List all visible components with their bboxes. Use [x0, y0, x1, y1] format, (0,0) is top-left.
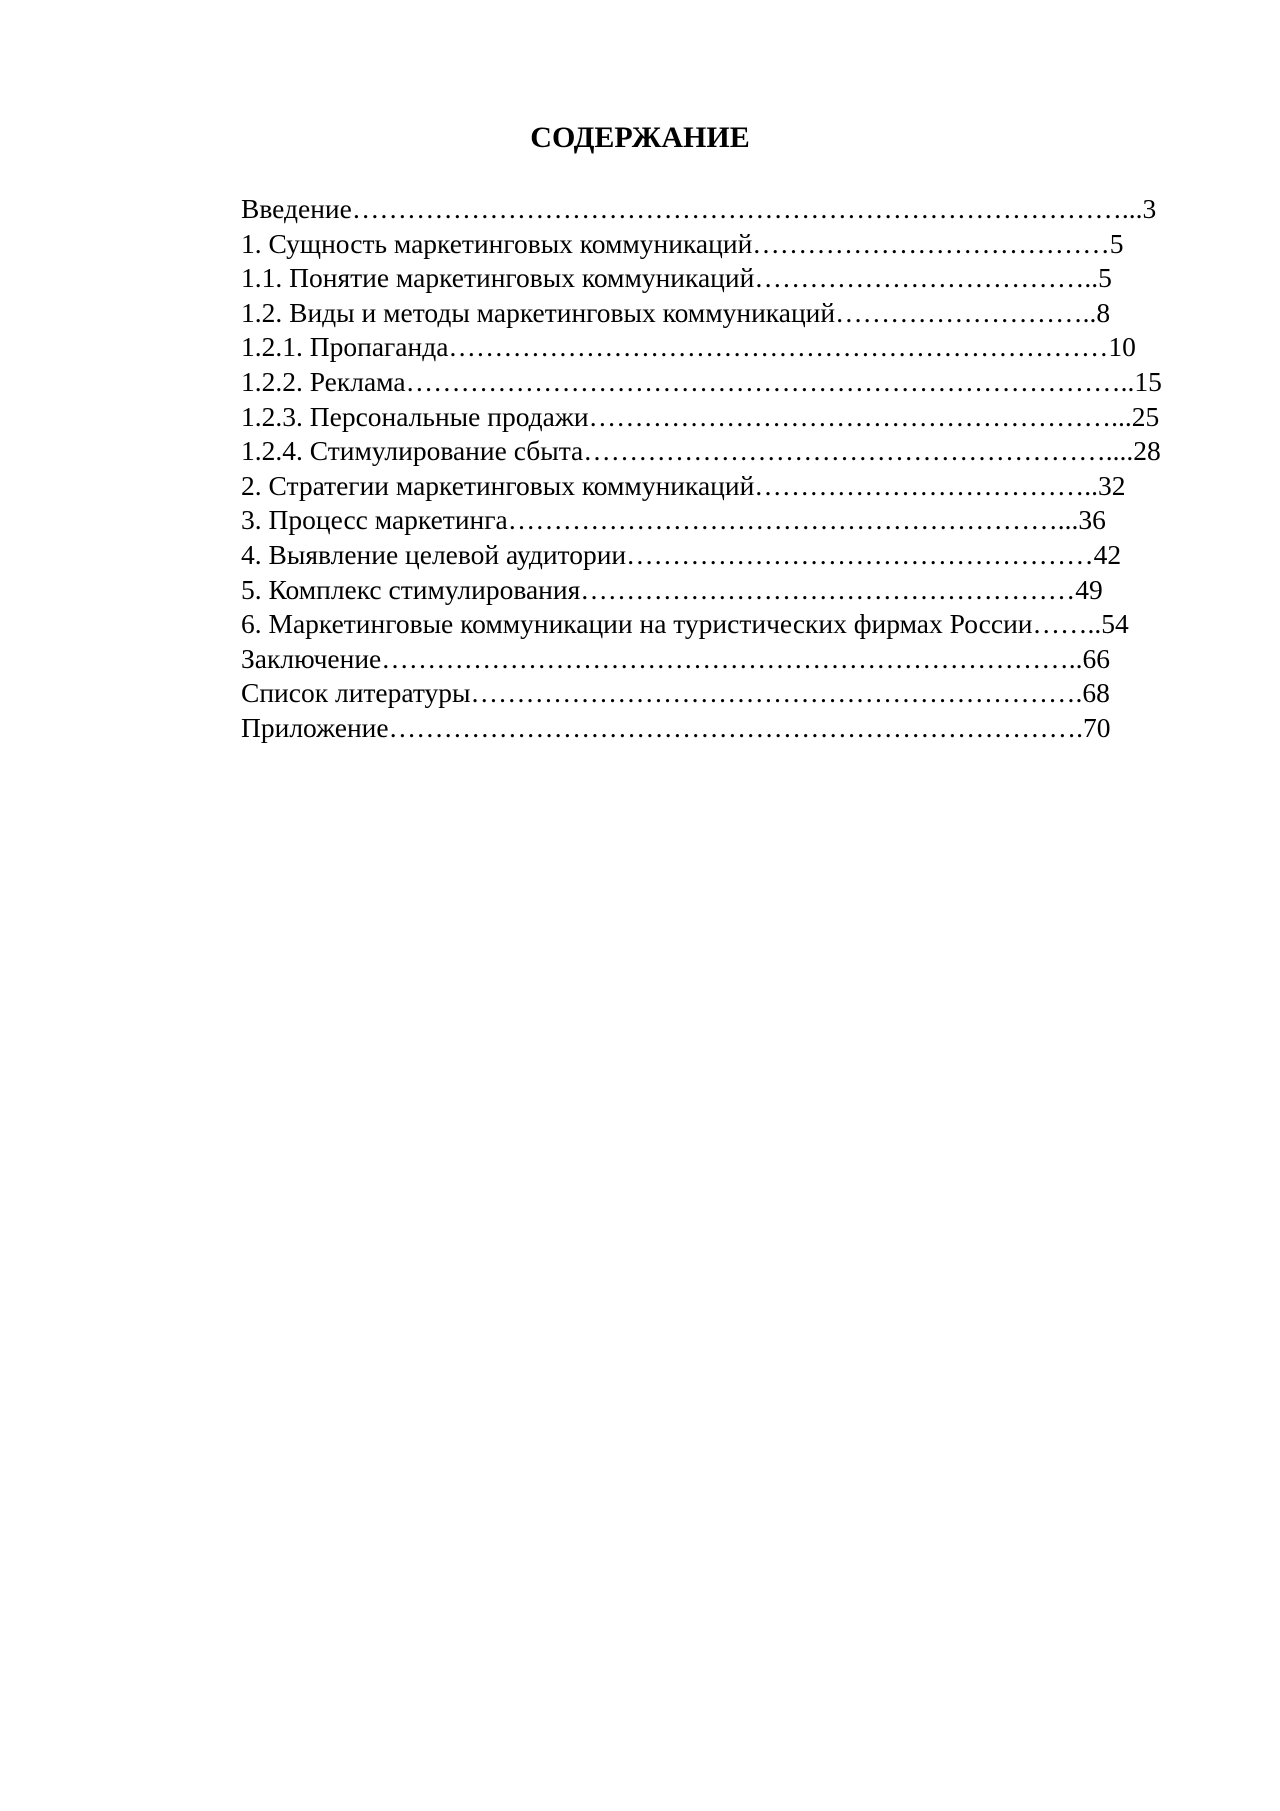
toc-entry: 1. Сущность маркетинговых коммуникаций…………………………………5: [241, 227, 1124, 259]
table-of-contents: [241, 192, 1223, 746]
toc-entry: Заключение…………………………………………………………………..66: [241, 642, 1110, 674]
toc-entry: Список литературы………………………………………………………….68: [241, 677, 1110, 709]
toc-entry: 1.2. Виды и методы маркетинговых коммуникаций………………………..8: [241, 296, 1111, 328]
toc-entry: 1.2.4. Стимулирование сбыта…………………………………………………....28: [241, 435, 1161, 467]
toc-entry: 1.2.1. Пропаганда………………………………………………………………10: [241, 331, 1136, 363]
toc-entry: 3. Процесс маркетинга……………………………………………………...36: [241, 504, 1106, 536]
toc-entry: 1.2.2. Реклама……………………………………………………………………..15: [241, 365, 1162, 397]
toc-entry: 2. Стратегии маркетинговых коммуникаций………………………………..32: [241, 469, 1126, 501]
toc-entry: 6. Маркетинговые коммуникации на туристических фирмах России……..54: [241, 608, 1129, 640]
toc-entry: 4. Выявление целевой аудитории……………………………………………42: [241, 538, 1122, 570]
toc-entry: 1.2.3. Персональные продажи…………………………………………………...25: [241, 400, 1160, 432]
page-title: СОДЕРЖАНИЕ: [530, 121, 750, 154]
toc-entry: Введение…………………………………………………………………………...3: [241, 193, 1157, 224]
toc-entry: 5. Комплекс стимулирования………………………………………………49: [241, 573, 1103, 605]
toc-entry: Приложение………………………………………………………………….70: [241, 711, 1111, 743]
toc-entry: 1.1. Понятие маркетинговых коммуникаций………………………………..5: [241, 262, 1112, 294]
